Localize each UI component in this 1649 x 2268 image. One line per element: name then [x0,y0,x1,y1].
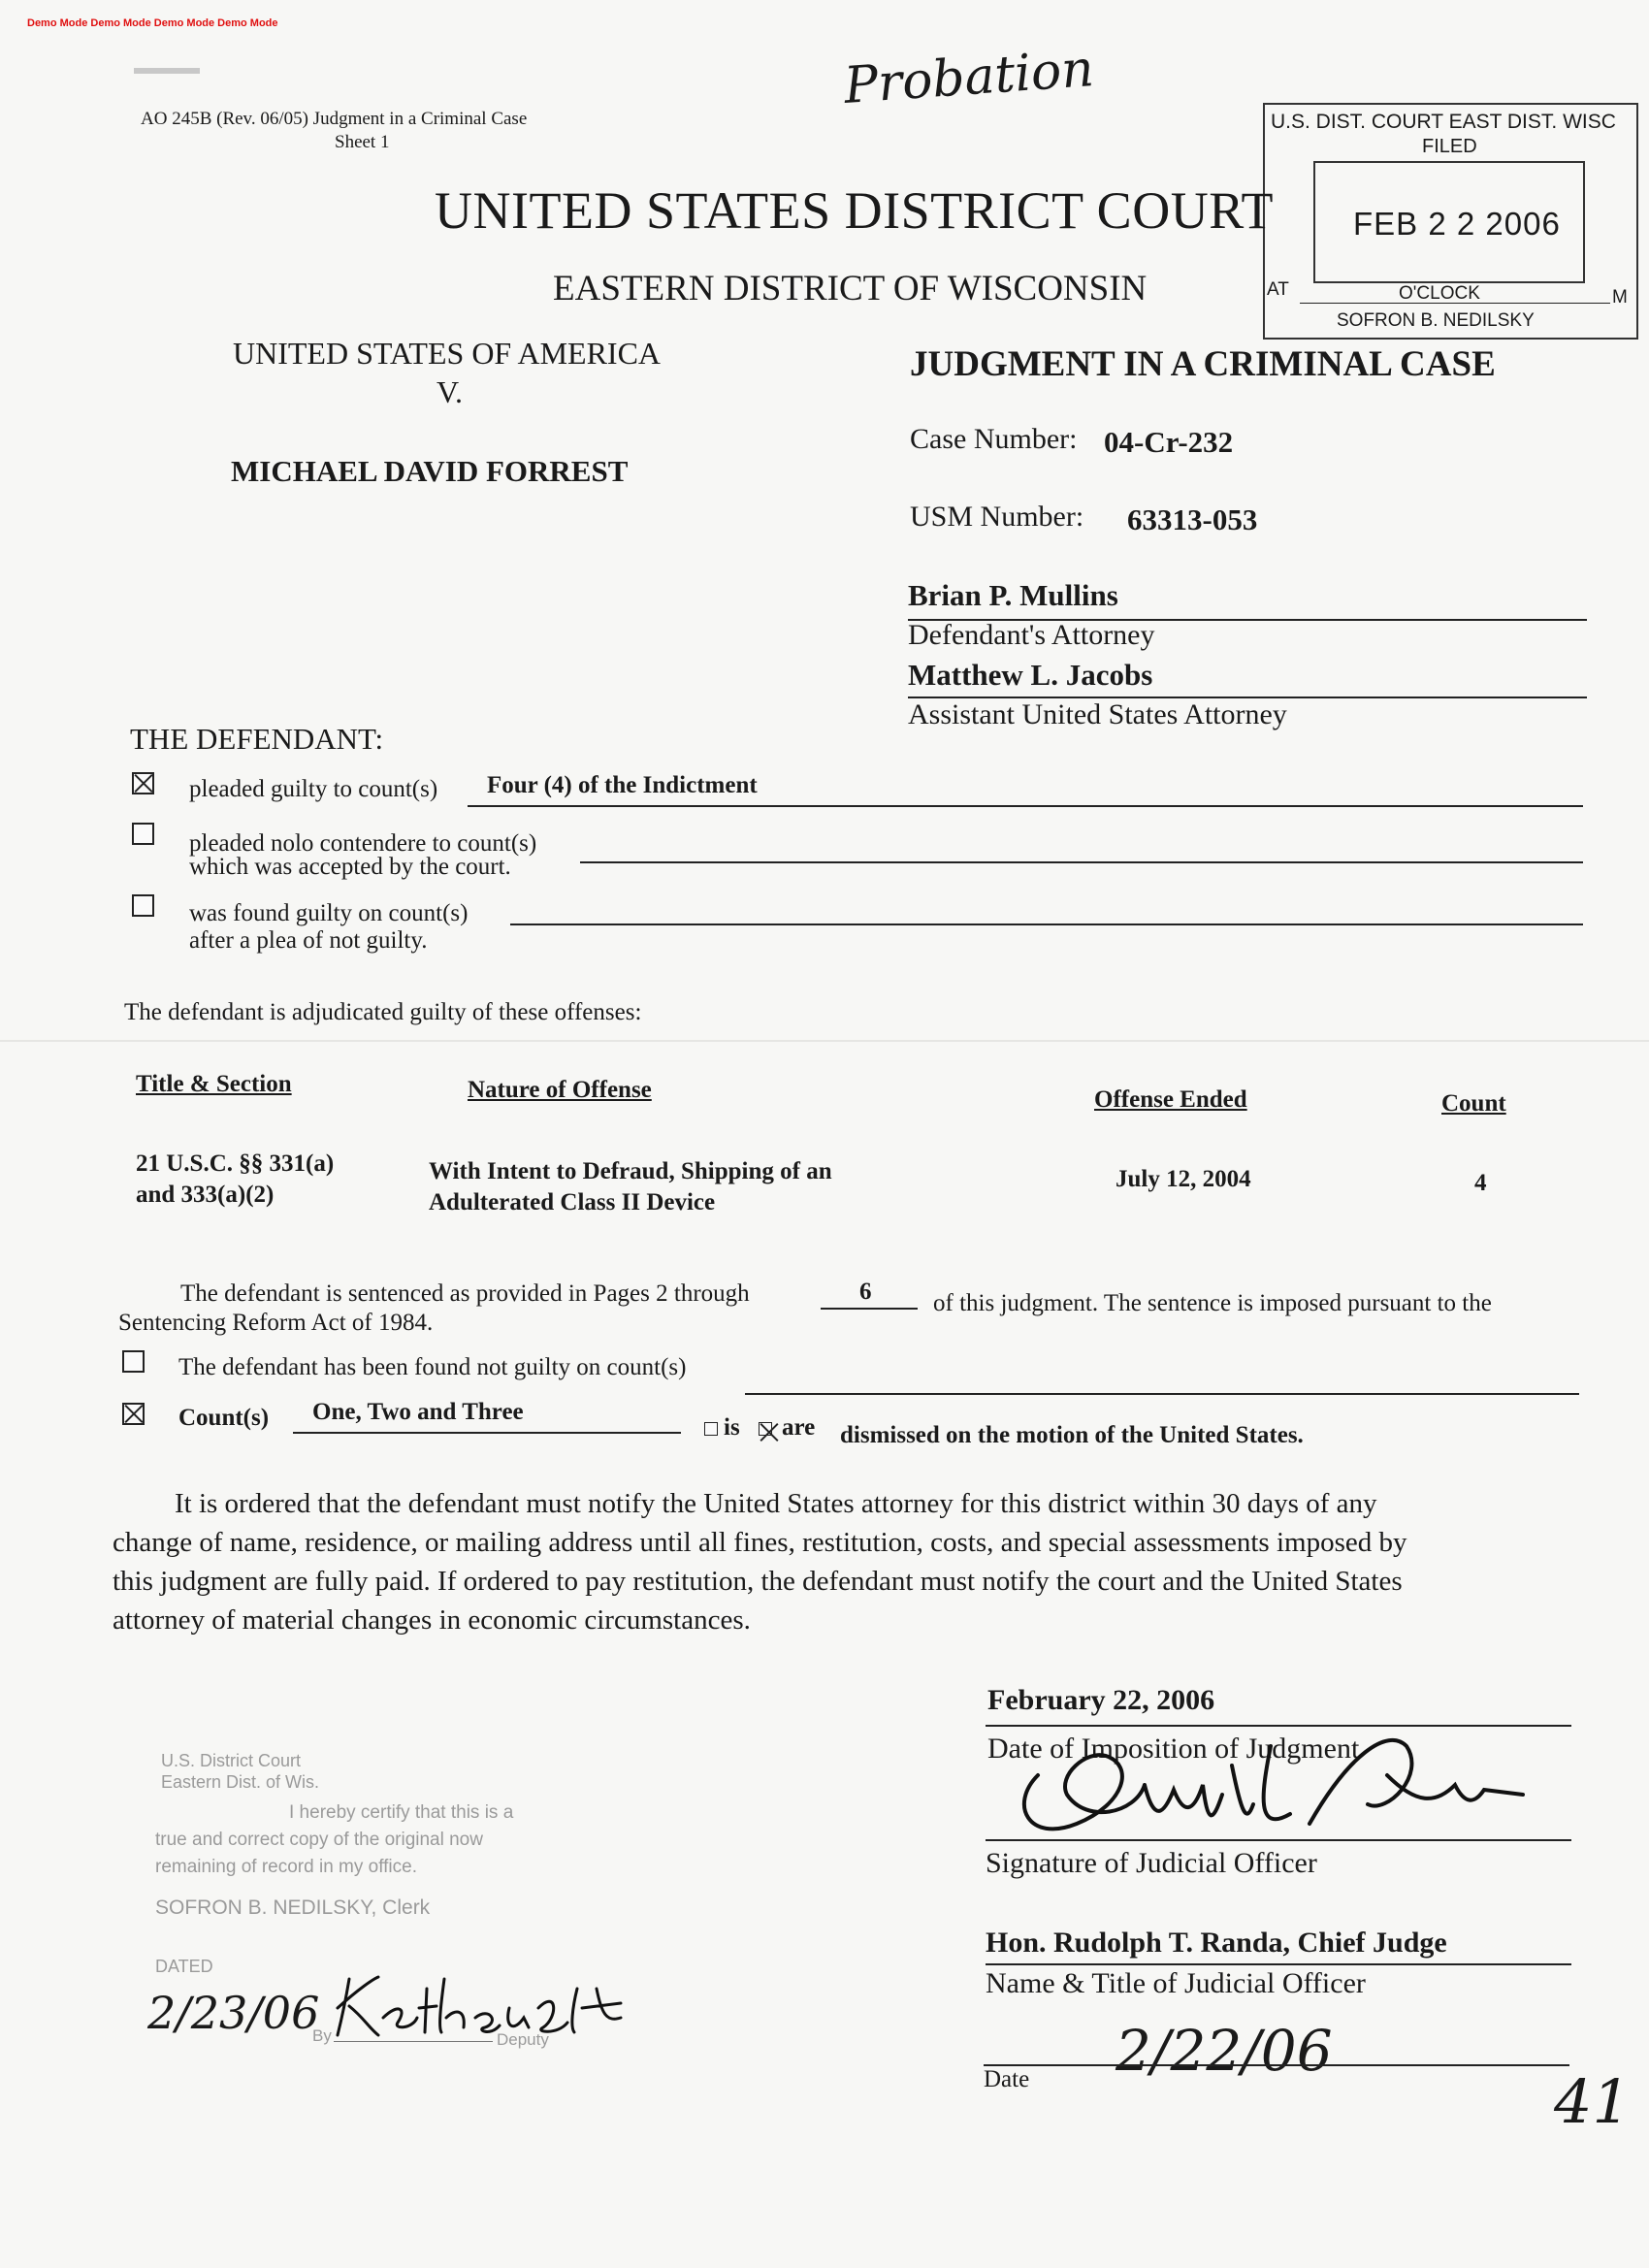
order-line-3: this judgment are fully paid. If ordered to pay restitution, the defendant must notify the court and the United States [113,1566,1403,1597]
offense-title-section-1: 21 U.S.C. §§ 331(a) [136,1150,335,1177]
header-title-section: Title & Section [136,1071,292,1097]
cert-court: U.S. District Court [161,1751,302,1770]
stamp-at: AT [1267,279,1289,300]
found-guilty-label: was found guilty on count(s) [189,900,469,926]
dismissed-text: dismissed on the motion of the United States. [840,1422,1304,1448]
nolo-contendere-sublabel: which was accepted by the court. [189,854,511,880]
cert-by: By [312,2026,332,2045]
signature-label: Signature of Judicial Officer [986,1847,1317,1879]
header-nature-of-offense: Nature of Offense [468,1077,652,1103]
are-label: are [782,1414,816,1441]
form-id: AO 245B (Rev. 06/05) Judgment in a Criminal Case [141,109,528,129]
stamp-oclock: O'CLOCK [1399,283,1480,304]
cert-line-1: I hereby certify that this is a [289,1802,514,1823]
demo-mode-watermark: Demo Mode Demo Mode Demo Mode Demo Mode [27,17,278,29]
judgment-title: JUDGMENT IN A CRIMINAL CASE [910,344,1496,384]
court-name: UNITED STATES DISTRICT COURT [435,181,1274,240]
found-guilty-line [510,923,1583,925]
cert-district: Eastern Dist. of Wis. [161,1772,320,1792]
prosecutor-name: Matthew L. Jacobs [908,658,1153,692]
pleaded-guilty-value: Four (4) of the Indictment [487,772,758,798]
found-guilty-checkbox[interactable] [132,894,154,917]
judge-signature [999,1707,1542,1853]
judge-name: Hon. Rudolph T. Randa, Chief Judge [986,1927,1447,1959]
sentence-pages: 6 [859,1279,872,1305]
cert-line-2: true and correct copy of the original now [155,1830,483,1850]
case-number: 04-Cr-232 [1104,425,1234,459]
cert-clerk: SOFRON B. NEDILSKY, Clerk [155,1896,431,1919]
imposition-date: February 22, 2006 [987,1684,1215,1716]
pleaded-guilty-checkbox[interactable] [132,772,154,794]
case-number-label: Case Number: [910,423,1078,455]
stamp-clerk: SOFRON B. NEDILSKY [1337,310,1535,331]
sentence-pages-line [821,1308,918,1310]
adjudicated-text: The defendant is adjudicated guilty of these offenses: [124,999,642,1025]
pleaded-guilty-label: pleaded guilty to count(s) [189,776,438,802]
not-guilty-label: The defendant has been found not guilty on count(s) [178,1354,687,1380]
sheet-number: Sheet 1 [335,132,390,152]
stamp-m: M [1612,287,1628,308]
is-label: is [724,1414,740,1441]
district-name: EASTERN DISTRICT OF WISCONSIN [553,269,1148,308]
order-line-4: attorney of material changes in economic circumstances. [113,1604,751,1636]
imposition-date-label: Date of Imposition of Judgment [987,1733,1360,1765]
signature-line [986,1839,1571,1841]
nolo-contendere-label: pleaded nolo contendere to count(s) [189,830,537,857]
stamp-filed: FILED [1422,136,1477,157]
dismissed-counts-line [293,1432,681,1434]
date-line [984,2064,1569,2066]
order-line-2: change of name, residence, or mailing address until all fines, restitution, costs, and special assessments imposed by [113,1527,1407,1558]
the-defendant-heading: THE DEFENDANT: [130,722,384,756]
handwritten-probation-note: Probation [842,40,1096,115]
plaintiff: UNITED STATES OF AMERICA [233,336,662,371]
defense-attorney-label: Defendant's Attorney [908,619,1155,651]
sentence-text-line2: Sentencing Reform Act of 1984. [118,1310,434,1336]
cert-deputy: Deputy [497,2030,549,2049]
offense-title-section-2: and 333(a)(2) [136,1182,275,1208]
sentence-text-before: The defendant is sentenced as provided in Pages 2 through [180,1280,750,1307]
stamp-court: U.S. DIST. COURT EAST DIST. WISC [1271,111,1616,133]
defendant-name: MICHAEL DAVID FORREST [231,454,629,488]
offense-nature-1: With Intent to Defraud, Shipping of an [429,1158,832,1184]
sentence-text-after: of this judgment. The sentence is imposed pursuant to the [933,1290,1492,1316]
cert-dated-value: 2/23/06 [147,1987,320,2039]
prosecutor-label: Assistant United States Attorney [908,698,1287,730]
versus: V. [436,374,463,409]
judge-title-label: Name & Title of Judicial Officer [986,1967,1366,1999]
dismissed-checkbox[interactable] [122,1403,145,1425]
are-checkbox[interactable] [759,1422,772,1436]
nolo-contendere-line [580,861,1583,863]
date-label: Date [984,2066,1030,2092]
stamp-date: FEB 2 2 2006 [1353,206,1561,242]
found-guilty-sublabel: after a plea of not guilty. [189,927,428,954]
offense-ended-date: July 12, 2004 [1116,1166,1251,1192]
not-guilty-line [745,1393,1579,1395]
pleaded-guilty-line [468,805,1583,807]
defense-attorney-name: Brian P. Mullins [908,578,1118,612]
dismissed-counts: One, Two and Three [312,1399,524,1425]
offense-count: 4 [1474,1170,1487,1196]
is-checkbox[interactable] [704,1422,718,1436]
not-guilty-checkbox[interactable] [122,1350,145,1373]
paper-fold [0,1040,1649,1042]
header-count: Count [1441,1090,1506,1117]
header-offense-ended: Offense Ended [1094,1086,1247,1113]
scan-smudge [134,68,200,74]
usm-number: 63313-053 [1127,502,1258,536]
dismissed-label: Count(s) [178,1405,270,1431]
usm-number-label: USM Number: [910,501,1084,533]
judge-name-line [986,1963,1571,1965]
cert-line-3: remaining of record in my office. [155,1857,417,1877]
page-number: 41 [1554,2066,1631,2137]
signed-date: 2/22/06 [1116,2018,1333,2084]
nolo-contendere-checkbox[interactable] [132,823,154,845]
deputy-signature [330,1950,650,2047]
cert-dated-label: DATED [155,1957,213,1976]
offense-nature-2: Adulterated Class II Device [429,1189,716,1215]
order-line-1: It is ordered that the defendant must notify the United States attorney for this district within 30 days of any [175,1488,1377,1519]
